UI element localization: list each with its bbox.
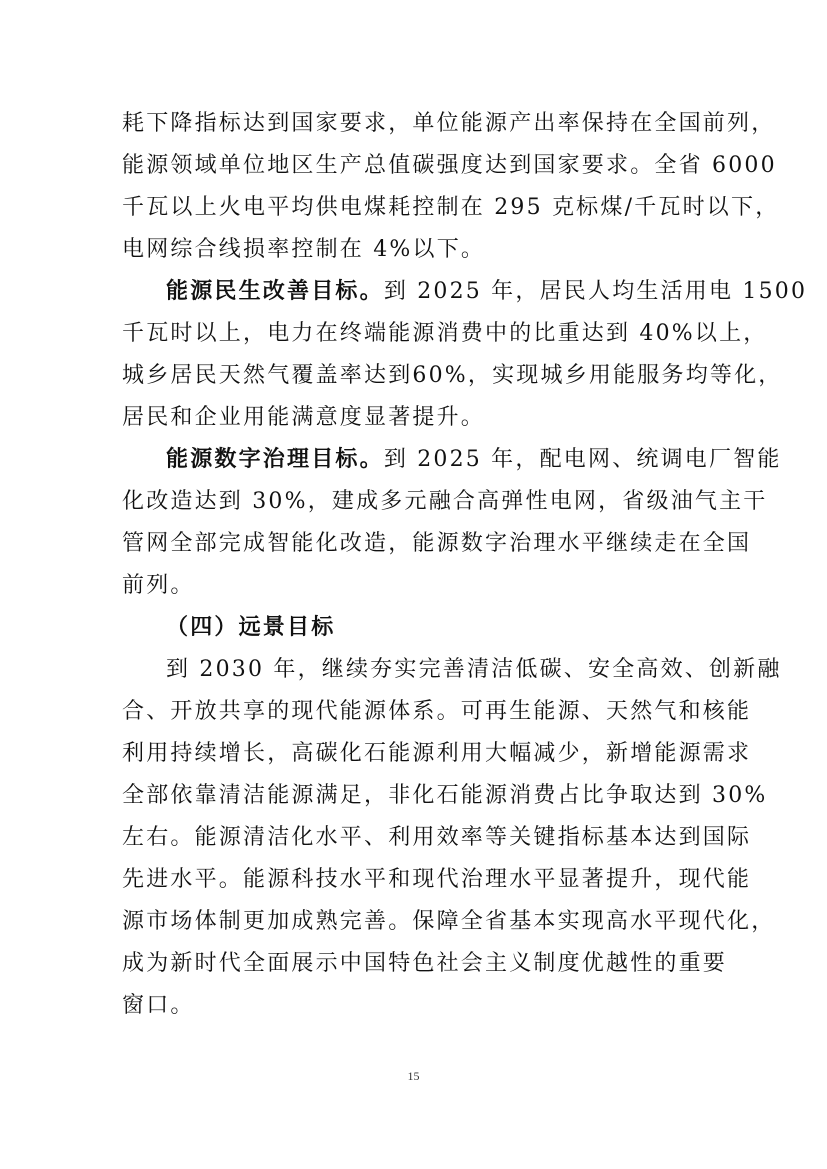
text-line: 耗下降指标达到国家要求，单位能源产出率保持在全国前列，	[122, 111, 776, 136]
text-line: 合、开放共享的现代能源体系。可再生能源、天然气和核能	[122, 699, 752, 724]
paragraph-long-term-vision	[122, 649, 782, 1027]
text-line: 全部依靠清洁能源满足，非化石能源消费占比争取达到 30%	[122, 783, 768, 808]
paragraph-lead: 能源民生改善目标。	[166, 279, 384, 304]
text-line: 前列。	[122, 573, 195, 598]
paragraph-lead: 能源数字治理目标。	[166, 447, 384, 472]
body-text	[122, 103, 808, 1027]
text-line: 千瓦时以上，电力在终端能源消费中的比重达到 40%以上，	[122, 321, 768, 346]
text-line: 管网全部完成智能化改造，能源数字治理水平继续走在全国	[122, 531, 752, 556]
paragraph-energy-efficiency-continued	[122, 103, 780, 271]
text-line: 千瓦以上火电平均供电煤耗控制在 295 克标煤/千瓦时以下，	[122, 195, 780, 220]
text-line: 成为新时代全面展示中国特色社会主义制度优越性的重要	[122, 951, 728, 976]
page-number: 15	[407, 1069, 420, 1083]
text-line	[122, 439, 782, 481]
text-line-rest: 到 2025 年，居民人均生活用电 1500	[383, 279, 808, 304]
text-line: 窗口。	[122, 993, 195, 1018]
paragraph-livelihood-target	[122, 271, 808, 439]
text-line-rest: 到 2025 年，配电网、统调电厂智能	[383, 447, 782, 472]
text-line: 利用持续增长，高碳化石能源利用大幅减少，新增能源需求	[122, 741, 752, 766]
text-line: 电网综合线损率控制在 4%以下。	[122, 237, 486, 262]
text-line: 城乡居民天然气覆盖率达到60%，实现城乡用能服务均等化，	[122, 363, 783, 388]
text-line: 左右。能源清洁化水平、利用效率等关键指标基本达到国际	[122, 825, 752, 850]
text-line: 到 2030 年，继续夯实完善清洁低碳、安全高效、创新融	[166, 657, 782, 682]
text-line: 居民和企业用能满意度显著提升。	[122, 405, 486, 430]
section-heading: （四）远景目标	[166, 615, 336, 640]
paragraph-digital-governance-target	[122, 439, 782, 607]
text-line: 能源领域单位地区生产总值碳强度达到国家要求。全省 6000	[122, 153, 777, 178]
text-line: 源市场体制更加成熟完善。保障全省基本实现高水平现代化，	[122, 909, 776, 934]
text-line	[122, 271, 808, 313]
text-line: 化改造达到 30%，建成多元融合高弹性电网，省级油气主干	[122, 489, 768, 514]
text-line: 先进水平。能源科技水平和现代治理水平显著提升，现代能	[122, 867, 752, 892]
